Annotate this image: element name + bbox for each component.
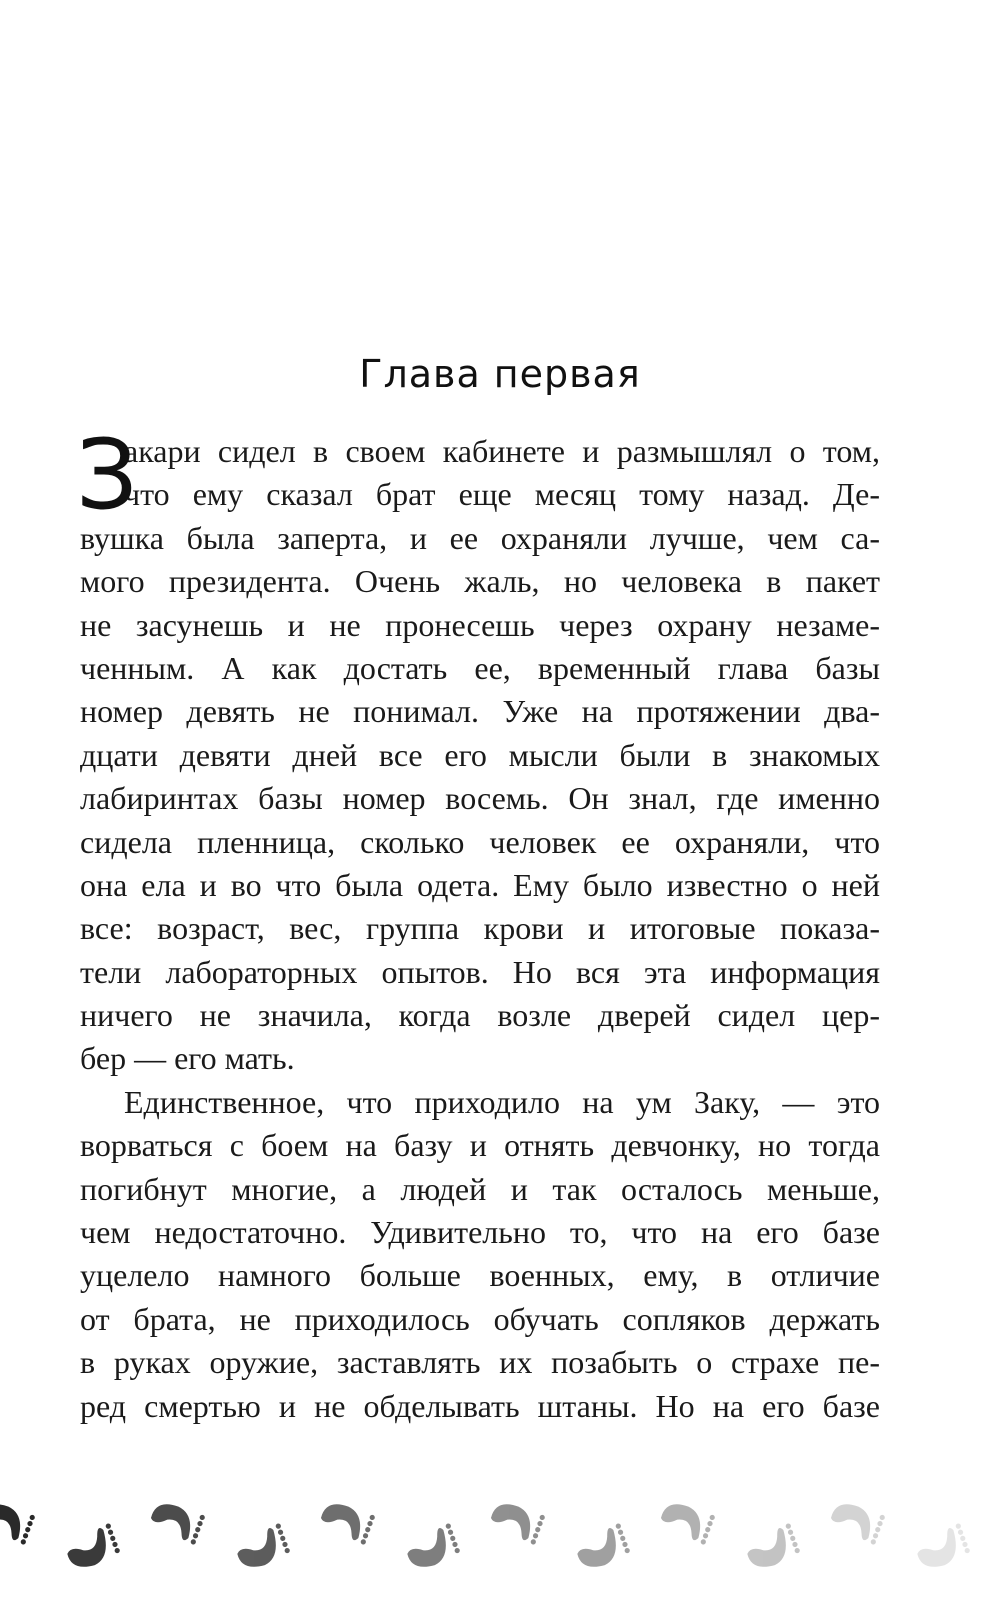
text-line: погибнут многие, а людей и так осталось меньше, — [80, 1170, 880, 1207]
text-line: не засунешь и не пронесешь через охрану незаме- — [80, 606, 880, 643]
text-line: она ела и во что была одета. Ему было известно о ней — [80, 866, 880, 903]
text-line: сидела пленница, сколько человек ее охраняли, что — [80, 823, 880, 860]
paragraph-2 — [80, 1081, 880, 1428]
text-line: ворваться с боем на базу и отнять девчонку, но тогда — [80, 1127, 880, 1164]
text-line: лабиринтах базы номер восемь. Он знал, где именно — [80, 780, 880, 817]
footprint — [912, 1523, 972, 1573]
text-line: все: возраст, вес, группа крови и итоговые показа- — [80, 910, 880, 947]
footprint — [827, 1499, 885, 1546]
text-line: чем недостаточно. Удивительно то, что на его базе — [80, 1214, 880, 1251]
footprint — [0, 1499, 36, 1546]
footprint — [317, 1499, 375, 1546]
text-line: ничего не значила, когда возле дверей сидел цер- — [80, 997, 880, 1034]
footprint — [742, 1523, 802, 1573]
footprint — [657, 1499, 715, 1546]
text-line: в руках оружие, заставлять их позабыть о страхе пе- — [80, 1344, 880, 1381]
text-line: дцати девяти дней все его мысли были в знакомых — [80, 736, 880, 773]
text-line: уцелело намного больше военных, ему, в отличие — [80, 1257, 880, 1294]
text-line: бер — его мать. — [80, 1040, 295, 1077]
footprint — [487, 1499, 545, 1546]
text-line: мого президента. Очень жаль, но человека в пакет — [80, 563, 880, 600]
footprint — [572, 1523, 632, 1573]
chapter-body — [76, 419, 880, 1428]
footprint — [232, 1523, 292, 1573]
text-line: номер девять не понимал. Уже на протяжении два- — [80, 693, 880, 730]
text-line: от брата, не приходилось обучать сопляков держать — [80, 1300, 880, 1337]
footprint — [62, 1523, 122, 1573]
text-line: акари сидел в своем кабинете и размышлял о том, — [124, 433, 880, 469]
footprint — [147, 1499, 205, 1546]
text-line: тели лабораторных опытов. Но вся эта информация — [80, 953, 880, 990]
text-line: ред смертью и не обделывать штаны. Но на его базе — [80, 1387, 880, 1424]
text-line: вушка была заперта, и ее охраняли лучше, чем са- — [80, 519, 880, 556]
paragraph-1 — [80, 430, 880, 1081]
text-line: Единственное, что приходило на ум Заку, — это — [124, 1083, 880, 1120]
text-line: ченным. А как достать ее, временный глава базы — [80, 649, 880, 686]
footprints-icon — [0, 1490, 1000, 1580]
footprint — [402, 1523, 462, 1573]
text-line: что ему сказал брат еще месяц тому назад. Де- — [124, 476, 880, 513]
drop-cap: З — [76, 419, 138, 531]
chapter-title: Глава первая — [359, 352, 641, 396]
